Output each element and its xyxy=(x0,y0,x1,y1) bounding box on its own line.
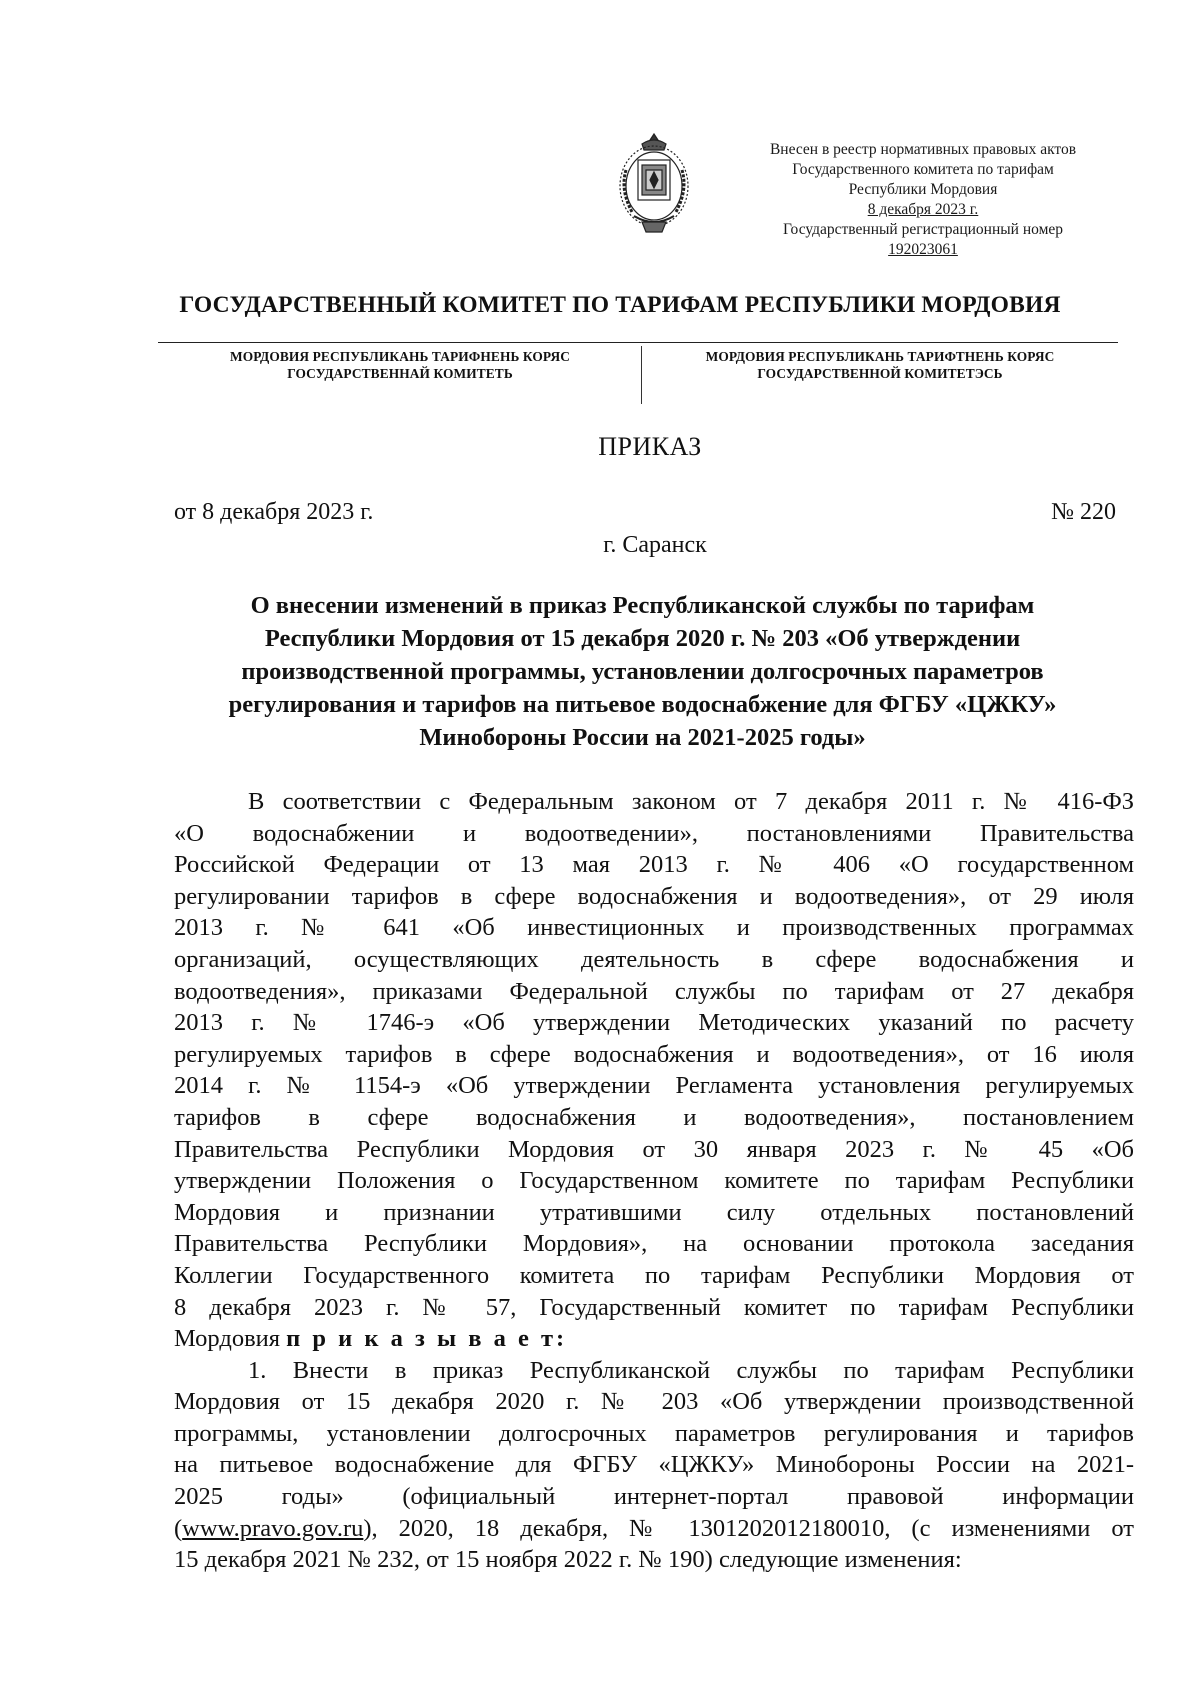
order-city: г. Саранск xyxy=(603,532,707,558)
registry-line: Государственный регистрационный номер xyxy=(782,221,1064,238)
header-divider xyxy=(641,346,642,404)
body-line: на питьевое водоснабжение для ФГБУ «ЦЖКУ» Минобороны России на 2021- xyxy=(174,1451,1134,1479)
body-line: Мордовия и признании утратившими силу отдельных постановлений xyxy=(174,1198,1134,1226)
body-line: Коллегии Государственного комитета по тарифам Республики Мордовия от xyxy=(174,1261,1134,1289)
body-line: В соответствии с Федеральным законом от 7 декабря 2011 г. № 416-ФЗ xyxy=(248,788,1134,815)
mordvin-line: МОРДОВИЯ РЕСПУБЛИКАНЬ ТАРИФТНЕНЬ КОРЯС xyxy=(705,349,1055,364)
registry-number: 192023061 xyxy=(888,241,958,258)
subject-line: Минобороны России на 2021-2025 годы» xyxy=(419,724,866,751)
coat-of-arms-emblem xyxy=(612,130,696,242)
subject-line: Республики Мордовия от 15 декабря 2020 г. № 203 «Об утверждении xyxy=(264,625,1021,652)
subject-line: производственной программы, установлении долгосрочных параметров xyxy=(241,658,1044,685)
body-text-fragment: Мордовия xyxy=(174,1325,287,1353)
body-line: регулировании тарифов в сфере водоснабжения и водоотведения», от 29 июля xyxy=(174,882,1134,910)
mordvin-line: ГОСУДАРСТВЕННОЙ КОМИТЕТЭСЬ xyxy=(757,366,1003,381)
mordvin-line: МОРДОВИЯ РЕСПУБЛИКАНЬ ТАРИФНЕНЬ КОРЯС xyxy=(229,349,571,364)
body-line: 2025 годы» (официальный интернет-портал правовой информации xyxy=(174,1483,1134,1511)
body-line: «О водоснабжении и водоотведении», постановлениями Правительства xyxy=(174,819,1134,847)
mordvin-name-left xyxy=(175,348,625,382)
order-verb: п р и к а з ы в а е т: xyxy=(286,1325,568,1353)
body-text-fragment: ), 2020, 18 декабря, № 1301202012180010, (с изменениями от xyxy=(363,1514,1134,1542)
body-line: Правительства Республики Мордовия», на основании протокола заседания xyxy=(174,1230,1134,1258)
body-line: 1. Внести в приказ Республиканской службы по тарифам Республики xyxy=(248,1356,1134,1384)
subject-line: О внесении изменений в приказ Республиканской службы по тарифам xyxy=(250,592,1035,619)
registry-line: Республики Мордовия xyxy=(848,181,998,198)
body-line: Мордовия от 15 декабря 2020 г. № 203 «Об утверждении производственной xyxy=(174,1388,1134,1416)
body-line: 15 декабря 2021 № 232, от 15 ноября 2022 г. № 190) следующие изменения: xyxy=(174,1546,962,1574)
registry-line: Внесен в реестр нормативных правовых актов xyxy=(769,141,1077,158)
order-subject xyxy=(160,589,1125,754)
body-line: водоотведения», приказами Федеральной службы по тарифам от 27 декабря xyxy=(174,977,1134,1005)
mordvin-line: ГОСУДАРСТВЕННАЙ КОМИТЕТЬ xyxy=(287,366,513,381)
registry-line: Государственного комитета по тарифам xyxy=(792,161,1054,178)
order-date: от 8 декабря 2023 г. xyxy=(174,499,374,525)
body-line: 2014 г. № 1154-э «Об утверждении Регламента установления регулируемых xyxy=(174,1072,1134,1100)
body-text-fragment: ( xyxy=(174,1514,183,1542)
body-line: регулируемых тарифов в сфере водоснабжения и водоотведения», от 16 июля xyxy=(174,1040,1134,1068)
header-rule xyxy=(158,342,1118,343)
body-line: Российской Федерации от 13 мая 2013 г. № 406 «О государственном xyxy=(174,851,1134,879)
subject-line: регулирования и тарифов на питьевое водоснабжение для ФГБУ «ЦЖКУ» xyxy=(228,691,1057,718)
order-body xyxy=(174,786,1134,1576)
pravo-gov-link[interactable]: www.pravo.gov.ru xyxy=(182,1514,364,1542)
body-line: 2013 г. № 1746-э «Об утверждении Методических указаний по расчету xyxy=(174,1009,1134,1037)
committee-title: ГОСУДАРСТВЕННЫЙ КОМИТЕТ ПО ТАРИФАМ РЕСПУБЛИКИ МОРДОВИЯ xyxy=(179,292,1061,318)
body-line: тарифов в сфере водоснабжения и водоотведения», постановлением xyxy=(174,1103,1134,1131)
registry-date: 8 декабря 2023 г. xyxy=(867,201,979,218)
body-line: 2013 г. № 641 «Об инвестиционных и производственных программах xyxy=(174,914,1134,942)
order-number: № 220 xyxy=(1051,499,1116,525)
body-line: Правительства Республики Мордовия от 30 января 2023 г. № 45 «Об xyxy=(174,1135,1134,1163)
body-line: 8 декабря 2023 г. № 57, Государственный комитет по тарифам Республики xyxy=(174,1293,1134,1321)
body-line: утверждении Положения о Государственном комитете по тарифам Республики xyxy=(174,1167,1134,1195)
body-line xyxy=(174,1513,1134,1545)
order-title: ПРИКАЗ xyxy=(598,432,702,461)
body-line xyxy=(174,1323,1134,1355)
body-line: программы, установлении долгосрочных параметров регулирования и тарифов xyxy=(174,1419,1134,1447)
body-line: организаций, осуществляющих деятельность в сфере водоснабжения и xyxy=(174,945,1134,973)
mordvin-name-right xyxy=(652,348,1108,382)
registry-note xyxy=(738,140,1108,260)
